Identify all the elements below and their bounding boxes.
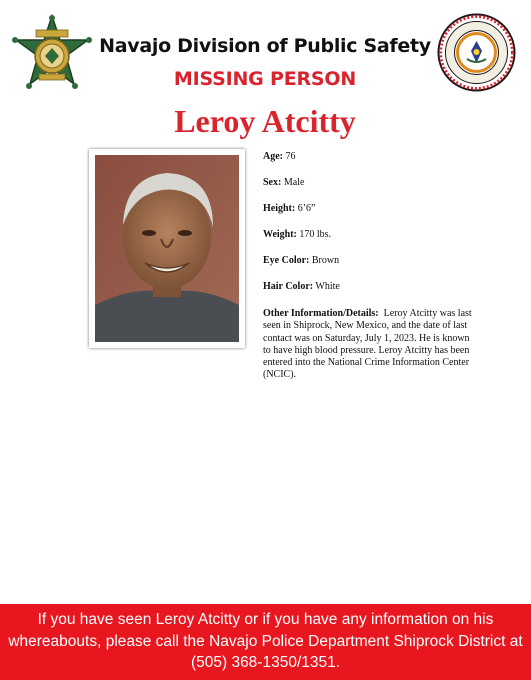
missing-person-heading: MISSING PERSON — [173, 68, 357, 90]
contact-banner — [0, 604, 531, 680]
eye-color-label: Eye Color: — [263, 255, 310, 266]
age-row — [263, 151, 296, 162]
portrait-image — [95, 155, 239, 342]
contact-message: If you have seen Leroy Atcitty or if you have any information on his whereabouts, please call the Navajo Police Department Shiprock District at (505) 368-1350/1351. — [8, 611, 523, 671]
age-label: Age: — [263, 151, 283, 162]
other-details-text: Leroy Atcitty was last seen in Shiprock, New Mexico, and the date of last contact was on Saturday, July 1, 2023. He is known to have high blood pressure. Leroy Atcitty has been entered into the National Crime Information Center (NCIC). — [263, 308, 472, 381]
police-badge-star-icon — [12, 14, 92, 98]
hair-color-row — [263, 281, 340, 292]
height-value: 6’6” — [297, 203, 316, 214]
person-name: Leroy Atcitty — [174, 103, 356, 139]
sex-label: Sex: — [263, 177, 282, 188]
person-photo — [89, 149, 245, 348]
sex-row — [263, 177, 304, 188]
weight-label: Weight: — [263, 229, 297, 240]
height-row — [263, 203, 316, 214]
weight-value: 170 lbs. — [299, 229, 332, 240]
age-value: 76 — [285, 151, 296, 162]
other-details-label: Other Information/Details: — [263, 308, 379, 319]
weight-row — [263, 229, 331, 240]
eye-color-row — [263, 255, 339, 266]
hair-color-label: Hair Color: — [263, 281, 314, 292]
height-label: Height: — [263, 203, 296, 214]
eye-color-value: Brown — [311, 255, 340, 266]
agency-title: Navajo Division of Public Safety — [99, 35, 431, 57]
sex-value: Male — [283, 177, 305, 188]
hair-color-value: White — [315, 281, 340, 292]
other-details — [263, 308, 473, 382]
navajo-nation-seal-icon — [437, 13, 516, 92]
